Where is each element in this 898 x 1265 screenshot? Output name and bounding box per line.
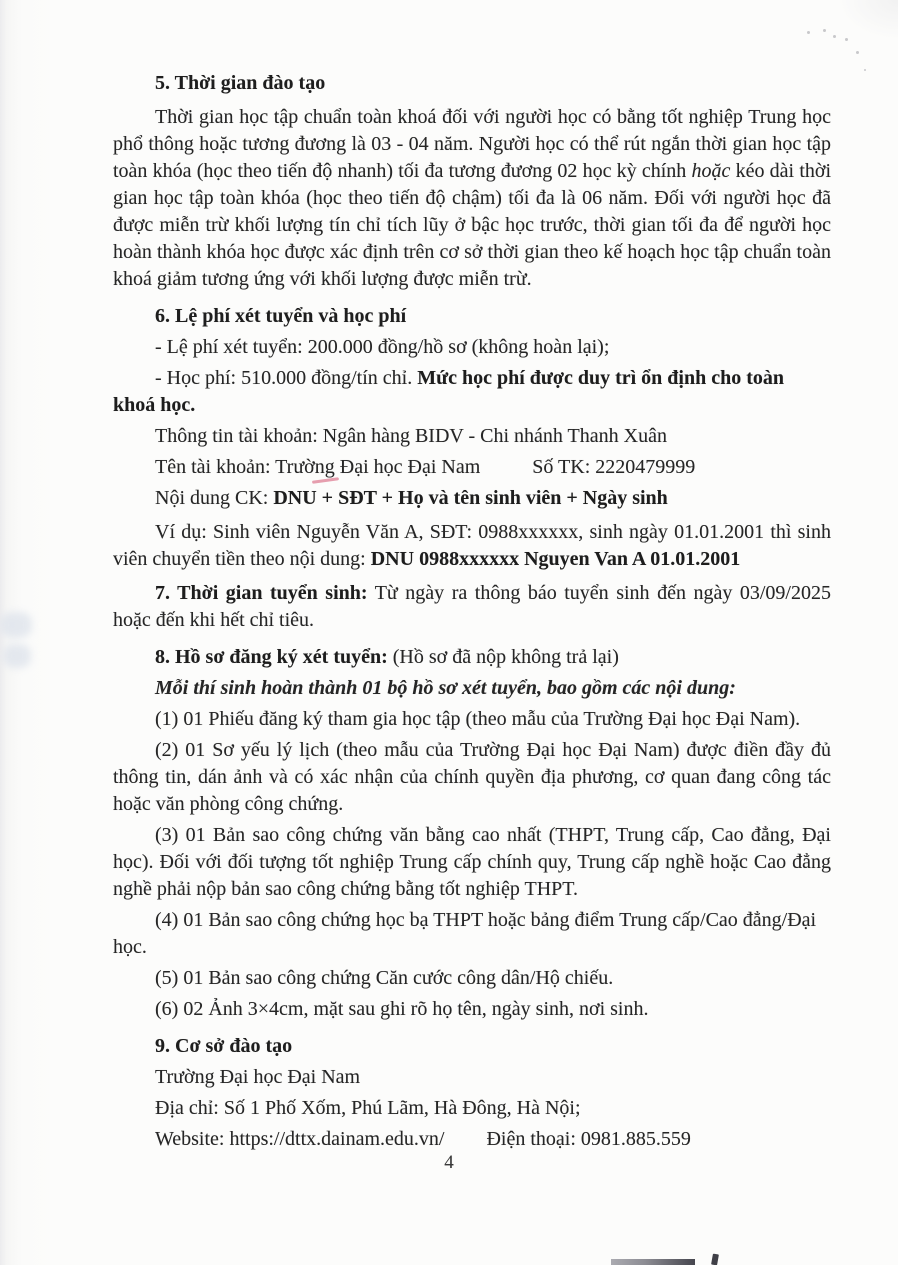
phone-text: Điện thoại: 0981.885.559 bbox=[486, 1128, 691, 1150]
section-8-label: 8. Hồ sơ đăng ký xét tuyển: bbox=[155, 646, 388, 668]
address-line: Địa chỉ: Số 1 Phố Xốm, Phú Lãm, Hà Đông, Hà Nội; bbox=[155, 1097, 581, 1119]
page-number: 4 bbox=[444, 1152, 454, 1173]
scan-corner-shade bbox=[838, 0, 898, 40]
tuition-text: - Học phí: 510.000 đồng/tín chỉ. bbox=[155, 367, 418, 389]
transfer-label: Nội dung CK: bbox=[155, 487, 274, 509]
scan-noise-dot bbox=[823, 29, 826, 32]
section-9-heading: 9. Cơ sở đào tạo bbox=[155, 1035, 293, 1057]
scan-smudge bbox=[3, 644, 31, 668]
dossier-item-1: (1) 01 Phiếu đăng ký tham gia học tập (theo mẫu của Trường Đại học Đại Nam). bbox=[155, 708, 801, 730]
dossier-item-3: (3) 01 Bản sao công chứng văn bằng cao nhất (THPT, Trung cấp, Cao đẳng, Đại học). Đối với đối tượng tốt nghiệp Trung cấp chính quy, Trung cấp nghề hoặc Cao đẳng nghề phải nộp bản sao công chứng bằng tốt nghiệp THPT. bbox=[113, 824, 831, 900]
section-8-heading-line bbox=[113, 644, 831, 671]
website-text: Website: https://dttx.dainam.edu.vn/ bbox=[155, 1128, 445, 1150]
section-7-text: Từ ngày ra thông báo tuyển sinh đến ngày 03/09/2025 hoặc đến khi hết chỉ tiêu. bbox=[113, 582, 831, 631]
dossier-item-6: (6) 02 Ảnh 3×4cm, mặt sau ghi rõ họ tên, ngày sinh, nơi sinh. bbox=[155, 998, 649, 1020]
account-line bbox=[113, 454, 831, 481]
section-5-paragraph bbox=[113, 104, 831, 293]
section-7-paragraph bbox=[113, 580, 831, 634]
tuition-line bbox=[113, 365, 831, 419]
section-6-heading: 6. Lệ phí xét tuyển và học phí bbox=[155, 305, 407, 327]
dossier-item-5: (5) 01 Bản sao công chứng Căn cước công dân/Hộ chiếu. bbox=[155, 967, 614, 989]
university-name-line: Trường Đại học Đại Nam bbox=[155, 1066, 361, 1088]
scan-noise-dot bbox=[807, 31, 810, 34]
scan-noise-dot bbox=[856, 51, 859, 54]
scan-noise-dot bbox=[833, 35, 836, 38]
account-number: Số TK: 2220479999 bbox=[532, 456, 696, 478]
dossier-item-4: (4) 01 Bản sao công chứng học bạ THPT hoặc bảng điểm Trung cấp/Cao đẳng/Đại học. bbox=[113, 909, 817, 958]
para-text: Thời gian học tập chuẩn toàn khoá đối với người học có bằng tốt nghiệp Trung học phổ thông hoặc tương đương là 03 - 04 năm. Người học có thể rút ngắn thời gian học tập toàn khóa (học theo tiến độ nhanh) tối đa tương đương 02 học kỳ chính bbox=[113, 106, 831, 182]
example-text: Ví dụ: Sinh viên Nguyễn Văn A, SĐT: 0988xxxxxx, sinh ngày 01.01.2001 thì sinh viên chuyển tiền theo nội dung: bbox=[113, 521, 831, 570]
document-body bbox=[113, 70, 831, 1153]
scan-smudge bbox=[0, 612, 32, 638]
tuition-note-bold: Mức học phí được duy trì ổn định cho toàn khoá học. bbox=[113, 367, 785, 416]
fee-line: - Lệ phí xét tuyển: 200.000 đồng/hồ sơ (không hoàn lại); bbox=[155, 336, 610, 358]
section-7-label: 7. Thời gian tuyển sinh: bbox=[155, 582, 368, 604]
para-text: kéo dài thời gian học tập toàn khóa (học theo tiến độ chậm) tối đa là 06 năm. Đối với người học đã được miễn trừ khối lượng tín chỉ tích lũy ở bậc học trước, thời gian tối đa để người học hoàn thành khóa học được xác định trên cơ sở thời gian theo kế hoạch học tập chuẩn toàn khoá giảm tương ứng với khối lượng được miễn trừ. bbox=[113, 160, 832, 290]
para-italic-word: hoặc bbox=[691, 160, 731, 182]
scan-edge-mark bbox=[711, 1254, 719, 1265]
transfer-example-paragraph bbox=[113, 519, 831, 573]
scan-noise-dot bbox=[845, 38, 848, 41]
dossier-note-line: Mỗi thí sinh hoàn thành 01 bộ hồ sơ xét tuyển, bao gồm các nội dung: bbox=[155, 677, 736, 699]
scan-noise-dot bbox=[864, 69, 866, 71]
section-5-heading: 5. Thời gian đào tạo bbox=[155, 72, 326, 94]
account-name: Tên tài khoản: Trường Đại học Đại Nam bbox=[155, 456, 481, 478]
dossier-item-2: (2) 01 Sơ yếu lý lịch (theo mẫu của Trường Đại học Đại Nam) được điền đầy đủ thông tin, dán ảnh và có xác nhận của chính quyền địa phương, cơ quan đang công tác hoặc văn phòng công chứng. bbox=[113, 739, 831, 815]
transfer-syntax-bold: DNU + SĐT + Họ và tên sinh viên + Ngày sinh bbox=[273, 487, 668, 509]
bank-info-line: Thông tin tài khoản: Ngân hàng BIDV - Chi nhánh Thanh Xuân bbox=[155, 425, 667, 447]
transfer-content-line bbox=[113, 485, 831, 512]
scan-edge-bar bbox=[611, 1259, 695, 1265]
contact-line bbox=[113, 1126, 831, 1153]
example-content-bold: DNU 0988xxxxxx Nguyen Van A 01.01.2001 bbox=[370, 548, 741, 570]
section-8-note: (Hồ sơ đã nộp không trả lại) bbox=[387, 646, 619, 668]
